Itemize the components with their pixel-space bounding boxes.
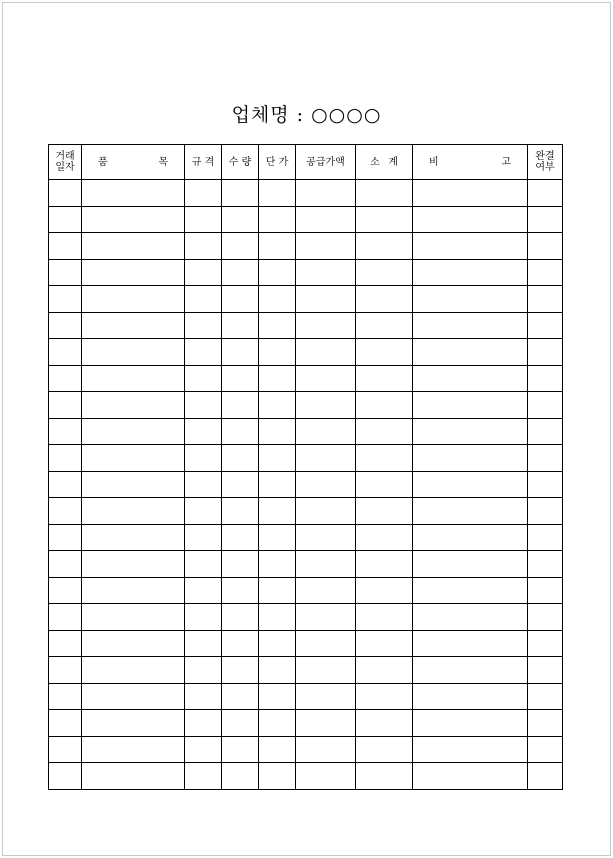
cell-spec[interactable] (185, 604, 222, 631)
table-row (49, 286, 563, 313)
cell-date[interactable] (49, 736, 82, 763)
cell-settled[interactable] (528, 365, 563, 392)
cell-spec[interactable] (185, 736, 222, 763)
cell-supply-amount[interactable] (296, 551, 356, 578)
cell-date[interactable] (49, 286, 82, 313)
cell-note[interactable] (413, 524, 528, 551)
cell-quantity[interactable] (222, 339, 259, 366)
cell-date[interactable] (49, 577, 82, 604)
cell-unit-price[interactable] (259, 630, 296, 657)
header-spec: 규 격 (185, 145, 222, 180)
cell-spec[interactable] (185, 657, 222, 684)
cell-unit-price[interactable] (259, 710, 296, 737)
cell-spec[interactable] (185, 180, 222, 207)
cell-unit-price[interactable] (259, 604, 296, 631)
cell-settled[interactable] (528, 630, 563, 657)
cell-unit-price[interactable] (259, 498, 296, 525)
cell-note[interactable] (413, 392, 528, 419)
cell-quantity[interactable] (222, 683, 259, 710)
cell-unit-price[interactable] (259, 418, 296, 445)
cell-quantity[interactable] (222, 551, 259, 578)
cell-unit-price[interactable] (259, 180, 296, 207)
cell-subtotal[interactable] (356, 259, 413, 286)
table-row (49, 604, 563, 631)
cell-item[interactable] (82, 286, 185, 313)
cell-supply-amount[interactable] (296, 259, 356, 286)
cell-subtotal[interactable] (356, 710, 413, 737)
cell-note[interactable] (413, 339, 528, 366)
cell-subtotal[interactable] (356, 339, 413, 366)
cell-unit-price[interactable] (259, 683, 296, 710)
cell-note[interactable] (413, 180, 528, 207)
cell-subtotal[interactable] (356, 233, 413, 260)
cell-supply-amount[interactable] (296, 365, 356, 392)
cell-quantity[interactable] (222, 498, 259, 525)
cell-note[interactable] (413, 259, 528, 286)
header-settled: 완결 여부 (528, 145, 563, 180)
cell-unit-price[interactable] (259, 577, 296, 604)
cell-unit-price[interactable] (259, 312, 296, 339)
cell-note[interactable] (413, 365, 528, 392)
table-row (49, 392, 563, 419)
cell-note[interactable] (413, 498, 528, 525)
cell-spec[interactable] (185, 683, 222, 710)
cell-spec[interactable] (185, 763, 222, 790)
cell-settled[interactable] (528, 498, 563, 525)
cell-settled[interactable] (528, 657, 563, 684)
cell-note[interactable] (413, 683, 528, 710)
cell-subtotal[interactable] (356, 604, 413, 631)
cell-date[interactable] (49, 763, 82, 790)
table-row (49, 524, 563, 551)
cell-spec[interactable] (185, 418, 222, 445)
cell-unit-price[interactable] (259, 763, 296, 790)
cell-supply-amount[interactable] (296, 392, 356, 419)
table-row (49, 577, 563, 604)
header-quantity: 수 량 (222, 145, 259, 180)
cell-unit-price[interactable] (259, 471, 296, 498)
cell-unit-price[interactable] (259, 365, 296, 392)
cell-subtotal[interactable] (356, 180, 413, 207)
cell-item[interactable] (82, 498, 185, 525)
cell-spec[interactable] (185, 577, 222, 604)
cell-item[interactable] (82, 604, 185, 631)
cell-supply-amount[interactable] (296, 180, 356, 207)
cell-supply-amount[interactable] (296, 339, 356, 366)
table-row (49, 365, 563, 392)
cell-date[interactable] (49, 683, 82, 710)
cell-settled[interactable] (528, 312, 563, 339)
cell-date[interactable] (49, 180, 82, 207)
cell-settled[interactable] (528, 206, 563, 233)
header-date: 거래 일자 (49, 145, 82, 180)
cell-unit-price[interactable] (259, 233, 296, 260)
cell-spec[interactable] (185, 286, 222, 313)
cell-quantity[interactable] (222, 630, 259, 657)
cell-subtotal[interactable] (356, 206, 413, 233)
cell-subtotal[interactable] (356, 312, 413, 339)
cell-settled[interactable] (528, 418, 563, 445)
cell-spec[interactable] (185, 445, 222, 472)
cell-quantity[interactable] (222, 445, 259, 472)
cell-quantity[interactable] (222, 206, 259, 233)
cell-subtotal[interactable] (356, 445, 413, 472)
table-row (49, 736, 563, 763)
cell-spec[interactable] (185, 630, 222, 657)
table-row (49, 710, 563, 737)
table-row (49, 259, 563, 286)
cell-note[interactable] (413, 418, 528, 445)
header-subtotal-right: 계 (388, 156, 398, 168)
cell-date[interactable] (49, 392, 82, 419)
cell-quantity[interactable] (222, 286, 259, 313)
cell-supply-amount[interactable] (296, 206, 356, 233)
cell-quantity[interactable] (222, 524, 259, 551)
cell-supply-amount[interactable] (296, 312, 356, 339)
cell-unit-price[interactable] (259, 736, 296, 763)
cell-item[interactable] (82, 445, 185, 472)
cell-supply-amount[interactable] (296, 736, 356, 763)
cell-subtotal[interactable] (356, 736, 413, 763)
cell-item[interactable] (82, 630, 185, 657)
cell-spec[interactable] (185, 524, 222, 551)
cell-unit-price[interactable] (259, 206, 296, 233)
cell-item[interactable] (82, 392, 185, 419)
cell-subtotal[interactable] (356, 657, 413, 684)
cell-date[interactable] (49, 498, 82, 525)
cell-settled[interactable] (528, 392, 563, 419)
cell-spec[interactable] (185, 233, 222, 260)
cell-supply-amount[interactable] (296, 630, 356, 657)
cell-note[interactable] (413, 736, 528, 763)
cell-date[interactable] (49, 630, 82, 657)
cell-unit-price[interactable] (259, 551, 296, 578)
header-unit-price: 단 가 (259, 145, 296, 180)
cell-unit-price[interactable] (259, 259, 296, 286)
cell-supply-amount[interactable] (296, 418, 356, 445)
cell-settled[interactable] (528, 763, 563, 790)
cell-spec[interactable] (185, 392, 222, 419)
cell-spec[interactable] (185, 498, 222, 525)
cell-subtotal[interactable] (356, 471, 413, 498)
cell-quantity[interactable] (222, 736, 259, 763)
cell-settled[interactable] (528, 233, 563, 260)
cell-note[interactable] (413, 233, 528, 260)
cell-item[interactable] (82, 471, 185, 498)
cell-item[interactable] (82, 233, 185, 260)
table-row (49, 233, 563, 260)
cell-subtotal[interactable] (356, 365, 413, 392)
cell-settled[interactable] (528, 259, 563, 286)
cell-quantity[interactable] (222, 657, 259, 684)
cell-date[interactable] (49, 551, 82, 578)
cell-note[interactable] (413, 286, 528, 313)
cell-date[interactable] (49, 657, 82, 684)
table-row (49, 630, 563, 657)
cell-date[interactable] (49, 710, 82, 737)
cell-supply-amount[interactable] (296, 683, 356, 710)
table-row (49, 683, 563, 710)
cell-quantity[interactable] (222, 418, 259, 445)
cell-quantity[interactable] (222, 710, 259, 737)
cell-item[interactable] (82, 577, 185, 604)
cell-date[interactable] (49, 471, 82, 498)
cell-subtotal[interactable] (356, 498, 413, 525)
cell-unit-price[interactable] (259, 657, 296, 684)
cell-supply-amount[interactable] (296, 233, 356, 260)
cell-item[interactable] (82, 657, 185, 684)
cell-supply-amount[interactable] (296, 577, 356, 604)
cell-note[interactable] (413, 312, 528, 339)
cell-spec[interactable] (185, 551, 222, 578)
cell-settled[interactable] (528, 180, 563, 207)
cell-unit-price[interactable] (259, 339, 296, 366)
cell-settled[interactable] (528, 604, 563, 631)
cell-settled[interactable] (528, 286, 563, 313)
header-item-right: 목 (158, 156, 168, 168)
cell-settled[interactable] (528, 683, 563, 710)
cell-settled[interactable] (528, 710, 563, 737)
cell-unit-price[interactable] (259, 445, 296, 472)
table-row (49, 657, 563, 684)
cell-quantity[interactable] (222, 604, 259, 631)
transaction-ledger-table (48, 144, 563, 790)
cell-subtotal[interactable] (356, 630, 413, 657)
cell-settled[interactable] (528, 471, 563, 498)
cell-note[interactable] (413, 657, 528, 684)
cell-subtotal[interactable] (356, 286, 413, 313)
cell-unit-price[interactable] (259, 286, 296, 313)
cell-spec[interactable] (185, 206, 222, 233)
cell-settled[interactable] (528, 551, 563, 578)
cell-note[interactable] (413, 471, 528, 498)
cell-note[interactable] (413, 577, 528, 604)
table-row (49, 763, 563, 790)
cell-supply-amount[interactable] (296, 445, 356, 472)
cell-spec[interactable] (185, 710, 222, 737)
cell-item[interactable] (82, 736, 185, 763)
cell-note[interactable] (413, 206, 528, 233)
cell-note[interactable] (413, 763, 528, 790)
cell-subtotal[interactable] (356, 392, 413, 419)
header-item (82, 145, 185, 180)
cell-spec[interactable] (185, 365, 222, 392)
cell-item[interactable] (82, 339, 185, 366)
cell-quantity[interactable] (222, 259, 259, 286)
cell-item[interactable] (82, 551, 185, 578)
cell-quantity[interactable] (222, 233, 259, 260)
cell-item[interactable] (82, 418, 185, 445)
cell-settled[interactable] (528, 339, 563, 366)
cell-quantity[interactable] (222, 763, 259, 790)
table-row (49, 312, 563, 339)
cell-note[interactable] (413, 445, 528, 472)
cell-subtotal[interactable] (356, 683, 413, 710)
cell-quantity[interactable] (222, 471, 259, 498)
cell-subtotal[interactable] (356, 551, 413, 578)
cell-spec[interactable] (185, 259, 222, 286)
cell-note[interactable] (413, 551, 528, 578)
cell-date[interactable] (49, 445, 82, 472)
cell-item[interactable] (82, 683, 185, 710)
header-note-right: 고 (501, 156, 511, 168)
cell-note[interactable] (413, 604, 528, 631)
cell-note[interactable] (413, 630, 528, 657)
table-row (49, 339, 563, 366)
cell-supply-amount[interactable] (296, 286, 356, 313)
cell-quantity[interactable] (222, 180, 259, 207)
cell-unit-price[interactable] (259, 524, 296, 551)
table-row (49, 180, 563, 207)
table-row (49, 418, 563, 445)
cell-date[interactable] (49, 365, 82, 392)
cell-spec[interactable] (185, 339, 222, 366)
cell-item[interactable] (82, 710, 185, 737)
cell-supply-amount[interactable] (296, 524, 356, 551)
cell-subtotal[interactable] (356, 763, 413, 790)
header-note-left: 비 (429, 156, 439, 168)
cell-supply-amount[interactable] (296, 471, 356, 498)
cell-supply-amount[interactable] (296, 498, 356, 525)
table-row (49, 498, 563, 525)
cell-date[interactable] (49, 418, 82, 445)
cell-date[interactable] (49, 233, 82, 260)
cell-quantity[interactable] (222, 577, 259, 604)
table-row (49, 551, 563, 578)
cell-date[interactable] (49, 339, 82, 366)
header-subtotal-left: 소 (370, 156, 380, 168)
cell-quantity[interactable] (222, 312, 259, 339)
header-item-left: 품 (98, 156, 108, 168)
cell-note[interactable] (413, 710, 528, 737)
cell-date[interactable] (49, 604, 82, 631)
table-row (49, 206, 563, 233)
cell-settled[interactable] (528, 445, 563, 472)
cell-item[interactable] (82, 365, 185, 392)
cell-settled[interactable] (528, 736, 563, 763)
cell-date[interactable] (49, 259, 82, 286)
cell-item[interactable] (82, 524, 185, 551)
cell-item[interactable] (82, 206, 185, 233)
cell-supply-amount[interactable] (296, 763, 356, 790)
header-subtotal (356, 145, 413, 180)
table-row (49, 471, 563, 498)
cell-quantity[interactable] (222, 392, 259, 419)
cell-subtotal[interactable] (356, 577, 413, 604)
header-supply-amount: 공급가액 (296, 145, 356, 180)
document-title: 업체명 : ○○○○ (231, 104, 382, 126)
cell-supply-amount[interactable] (296, 710, 356, 737)
cell-date[interactable] (49, 312, 82, 339)
cell-item[interactable] (82, 259, 185, 286)
header-row (49, 145, 563, 180)
cell-spec[interactable] (185, 312, 222, 339)
cell-supply-amount[interactable] (296, 657, 356, 684)
cell-item[interactable] (82, 763, 185, 790)
cell-settled[interactable] (528, 577, 563, 604)
cell-date[interactable] (49, 524, 82, 551)
cell-quantity[interactable] (222, 365, 259, 392)
header-note (413, 145, 528, 180)
cell-item[interactable] (82, 180, 185, 207)
ledger-body (49, 180, 563, 790)
cell-item[interactable] (82, 312, 185, 339)
cell-spec[interactable] (185, 471, 222, 498)
cell-subtotal[interactable] (356, 524, 413, 551)
table-row (49, 445, 563, 472)
cell-supply-amount[interactable] (296, 604, 356, 631)
cell-unit-price[interactable] (259, 392, 296, 419)
cell-subtotal[interactable] (356, 418, 413, 445)
cell-date[interactable] (49, 206, 82, 233)
cell-settled[interactable] (528, 524, 563, 551)
